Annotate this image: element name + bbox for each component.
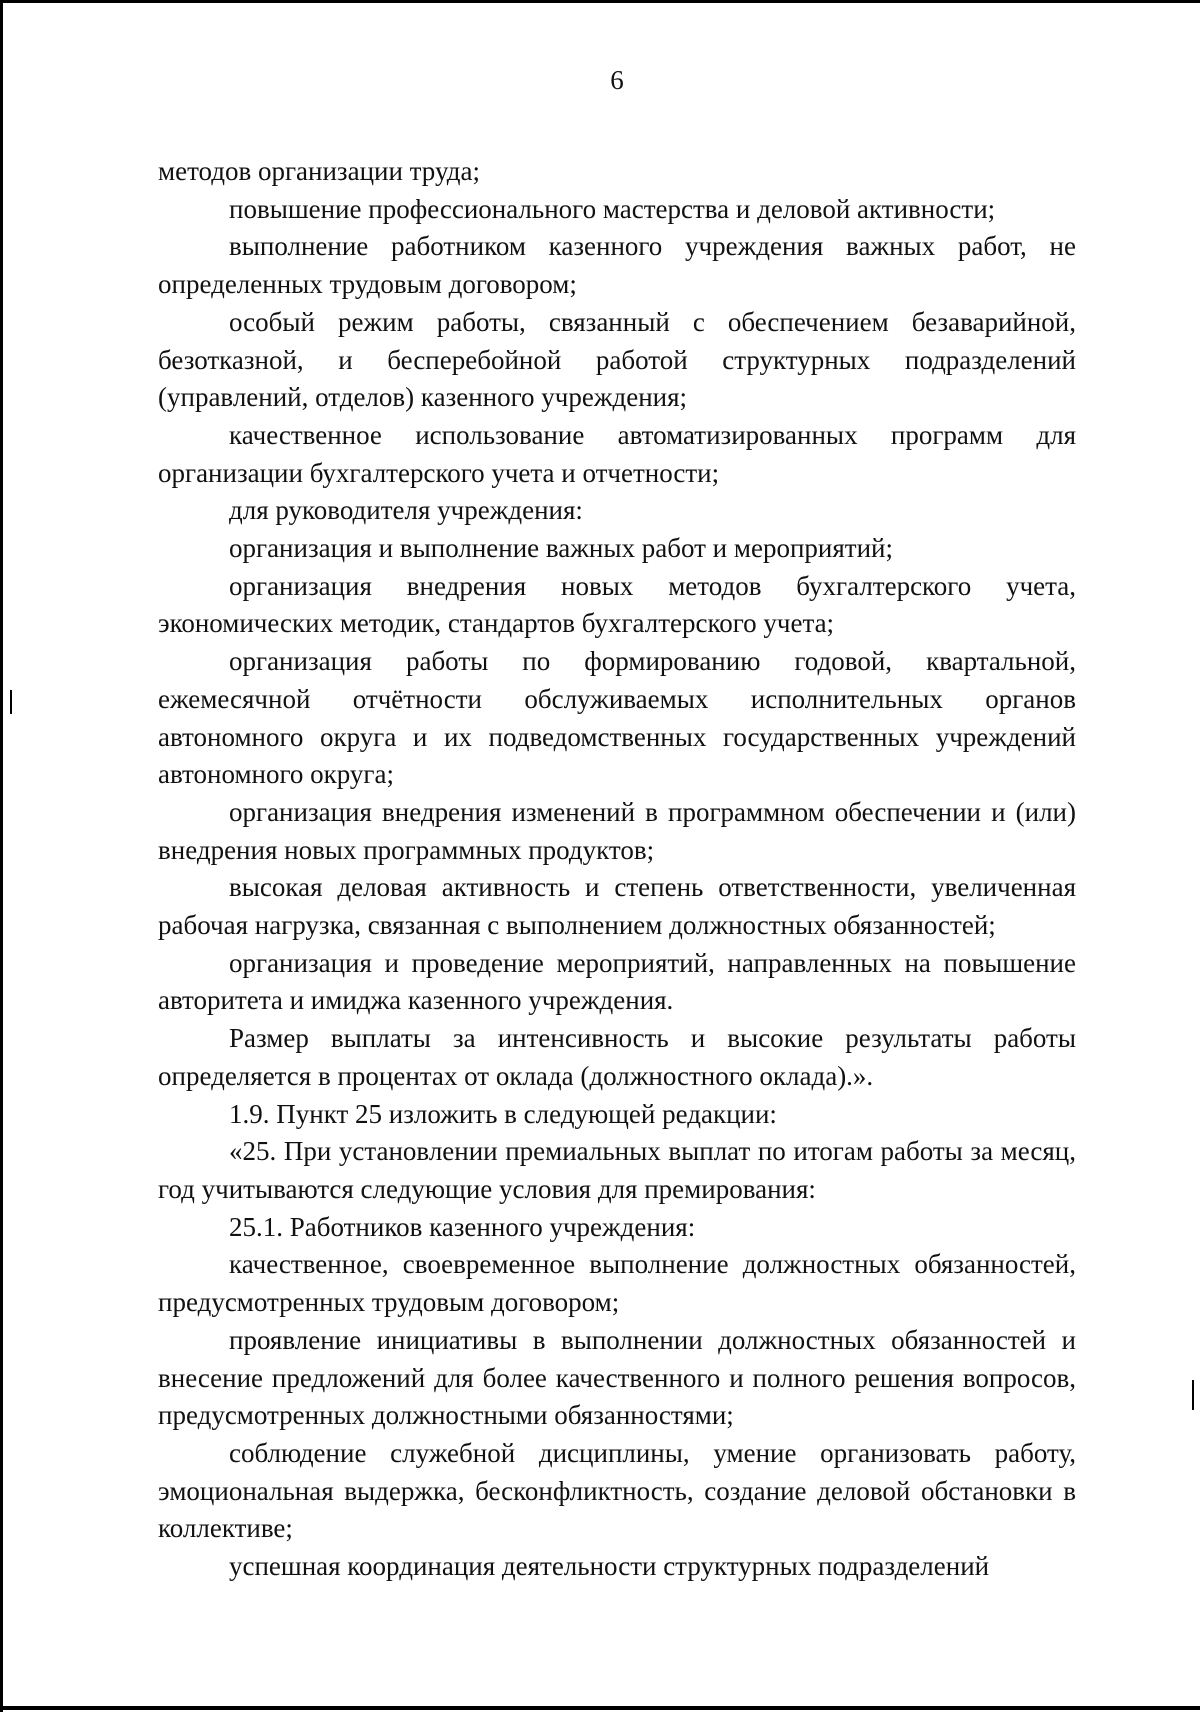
paragraph: организация и проведение мероприятий, направленных на повышение авторитета и имиджа казенного учреждения. <box>158 947 1076 1016</box>
paragraph: для руководителя учреждения: <box>229 495 583 526</box>
page-number: 6 <box>610 65 624 95</box>
paragraph: методов организации труда; <box>158 156 480 186</box>
paragraph: организация внедрения новых методов бухгалтерского учета, экономических методик, стандартов бухгалтерского учета; <box>158 570 1076 639</box>
scan-artifact-mark <box>1192 1380 1194 1410</box>
paragraph: высокая деловая активность и степень ответственности, увеличенная рабочая нагрузка, связанная с выполнением должностных обязанностей; <box>158 872 1076 941</box>
paragraph: организация и выполнение важных работ и мероприятий; <box>229 533 893 564</box>
paragraph: качественное, своевременное выполнение должностных обязанностей, предусмотренных трудовым договором; <box>158 1249 1076 1318</box>
paragraph: организация работы по формированию годовой, квартальной, ежемесячной отчётности обслуживаемых исполнительных органов автономного округа и их подведомственных государственных учреждений автономного округа; <box>158 646 1076 790</box>
paragraph: 25.1. Работников казенного учреждения: <box>229 1211 696 1242</box>
paragraph: Размер выплаты за интенсивность и высокие результаты работы определяется в процентах от оклада (должностного оклада).». <box>158 1023 1076 1091</box>
paragraph: соблюдение служебной дисциплины, умение организовать работу, эмоциональная выдержка, бесконфликтность, создание деловой обстановки в коллективе; <box>158 1437 1076 1544</box>
paragraph: повышение профессионального мастерства и деловой активности; <box>229 193 996 224</box>
paragraph: «25. При установлении премиальных выплат по итогам работы за месяц, год учитываются следующие условия для премирования: <box>158 1136 1076 1204</box>
scan-border-bottom <box>0 1706 1200 1710</box>
paragraph: проявление инициативы в выполнении должностных обязанностей и внесение предложений для более качественного и полного решения вопросов, предусмотренных должностными обязанностями; <box>158 1324 1076 1431</box>
body-text <box>158 153 1076 1586</box>
paragraph: организация внедрения изменений в программном обеспечении и (или) внедрения новых программных продуктов; <box>158 796 1076 865</box>
paragraph: выполнение работником казенного учреждения важных работ, не определенных трудовым договором; <box>158 231 1076 300</box>
paragraph: особый режим работы, связанный с обеспечением безаварийной, безотказной, и бесперебойной работой структурных подразделений (управлений, отделов) казенного учреждения; <box>158 306 1076 413</box>
paragraph: 1.9. Пункт 25 изложить в следующей редакции: <box>229 1098 777 1129</box>
scan-border-top <box>0 0 1200 3</box>
scan-artifact-mark <box>10 690 12 714</box>
paragraph: успешная координация деятельности структурных подразделений <box>229 1551 990 1582</box>
paragraph: качественное использование автоматизированных программ для организации бухгалтерского учета и отчетности; <box>158 419 1076 488</box>
scan-border-left <box>0 0 3 1712</box>
